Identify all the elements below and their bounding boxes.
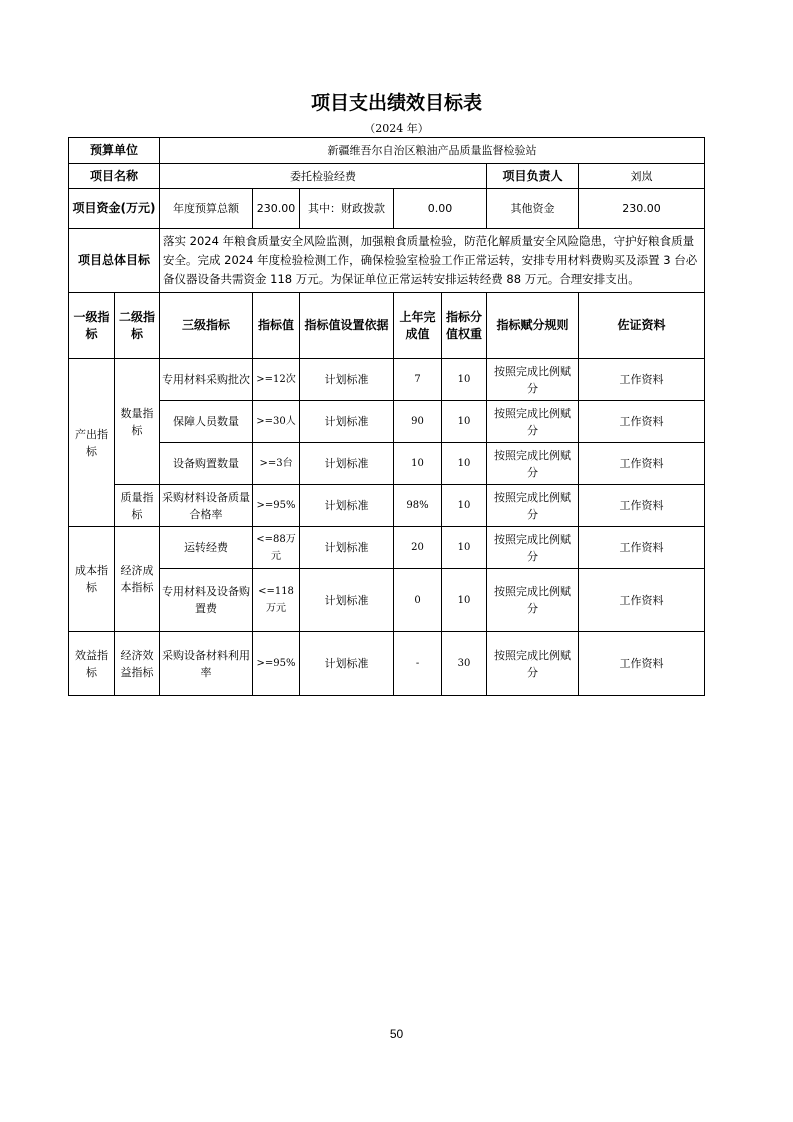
indicator-name: 设备购置数量 (160, 443, 253, 485)
indicator-weight: 10 (442, 359, 487, 401)
header-last-year: 上年完成值 (394, 293, 442, 359)
project-name-value: 委托检验经费 (160, 164, 487, 189)
indicator-evidence: 工作资料 (579, 569, 705, 632)
indicator-name: 运转经费 (160, 527, 253, 569)
subgroup-quality: 质量指标 (115, 485, 160, 527)
table-row (69, 485, 705, 527)
indicator-basis: 计划标准 (300, 401, 394, 443)
indicator-last-year: 90 (394, 401, 442, 443)
indicator-basis: 计划标准 (300, 569, 394, 632)
indicator-weight: 10 (442, 569, 487, 632)
indicator-weight: 10 (442, 401, 487, 443)
header-basis: 指标值设置依据 (300, 293, 394, 359)
header-indicator-value: 指标值 (253, 293, 300, 359)
indicator-weight: 30 (442, 632, 487, 696)
indicator-value: <=88万元 (253, 527, 300, 569)
indicator-name: 保障人员数量 (160, 401, 253, 443)
indicator-basis: 计划标准 (300, 359, 394, 401)
indicator-name: 专用材料及设备购置费 (160, 569, 253, 632)
budget-unit-row (69, 138, 705, 164)
project-name-row (69, 164, 705, 189)
year-subtitle: （2024 年） (364, 122, 429, 135)
overall-goal-text: 落实 2024 年粮食质量安全风险监测，加强粮食质量检验，防范化解质量安全风险隐患，守护好粮食质量安全。完成 2024 年度检验检测工作，确保检验室检验工作正常运转，安排专用材料费购买及添置 3 台必备仪器设备共需资金 118 万元。为保证单位正常运转安排运转经费 88 万元。合理安排支出。 (160, 229, 705, 293)
indicator-basis: 计划标准 (300, 485, 394, 527)
fiscal-label: 其中：财政拨款 (300, 189, 394, 229)
indicator-evidence: 工作资料 (579, 485, 705, 527)
indicator-weight: 10 (442, 527, 487, 569)
indicator-value: >=95% (253, 485, 300, 527)
indicator-basis: 计划标准 (300, 632, 394, 696)
indicator-evidence: 工作资料 (579, 443, 705, 485)
indicator-basis: 计划标准 (300, 443, 394, 485)
indicator-last-year: 7 (394, 359, 442, 401)
indicator-value: <=118万元 (253, 569, 300, 632)
other-funds-value: 230.00 (579, 189, 705, 229)
page-title: 项目支出绩效目标表 (310, 92, 482, 114)
indicator-name: 专用材料采购批次 (160, 359, 253, 401)
indicator-value: >=3台 (253, 443, 300, 485)
indicator-value: >=30人 (253, 401, 300, 443)
group-benefit: 效益指标 (69, 632, 115, 696)
subgroup-economic-benefit: 经济效益指标 (115, 632, 160, 696)
project-leader-value: 刘岚 (579, 164, 705, 189)
subgroup-economic-cost: 经济成本指标 (115, 527, 160, 632)
group-cost: 成本指标 (69, 527, 115, 632)
header-level3: 三级指标 (160, 293, 253, 359)
budget-unit-label: 预算单位 (69, 138, 160, 164)
table-row (69, 359, 705, 401)
indicator-name: 采购材料设备质量合格率 (160, 485, 253, 527)
indicator-rule: 按照完成比例赋分 (487, 485, 579, 527)
indicator-evidence: 工作资料 (579, 401, 705, 443)
indicator-last-year: 20 (394, 527, 442, 569)
project-funds-row (69, 189, 705, 229)
table-row (69, 569, 705, 632)
indicator-evidence: 工作资料 (579, 527, 705, 569)
indicator-value: >=12次 (253, 359, 300, 401)
indicator-last-year: 98% (394, 485, 442, 527)
header-evidence: 佐证资料 (579, 293, 705, 359)
indicator-name: 采购设备材料利用率 (160, 632, 253, 696)
fiscal-value: 0.00 (394, 189, 487, 229)
budget-unit-value: 新疆维吾尔自治区粮油产品质量监督检验站 (160, 138, 705, 164)
header-weight: 指标分值权重 (442, 293, 487, 359)
table-row (69, 443, 705, 485)
indicator-evidence: 工作资料 (579, 632, 705, 696)
table-row (69, 401, 705, 443)
indicator-weight: 10 (442, 485, 487, 527)
project-name-label: 项目名称 (69, 164, 160, 189)
indicator-rule: 按照完成比例赋分 (487, 527, 579, 569)
overall-goal-row (69, 229, 705, 293)
indicator-header-row (69, 293, 705, 359)
indicator-last-year: 0 (394, 569, 442, 632)
indicator-rule: 按照完成比例赋分 (487, 632, 579, 696)
subgroup-quantity: 数量指标 (115, 359, 160, 485)
indicator-rule: 按照完成比例赋分 (487, 443, 579, 485)
annual-total-value: 230.00 (253, 189, 300, 229)
table-row (69, 527, 705, 569)
indicator-rule: 按照完成比例赋分 (487, 359, 579, 401)
header-level2: 二级指标 (115, 293, 160, 359)
indicator-basis: 计划标准 (300, 527, 394, 569)
overall-goal-label: 项目总体目标 (69, 229, 160, 293)
project-funds-label: 项目资金(万元) (69, 189, 160, 229)
annual-total-label: 年度预算总额 (160, 189, 253, 229)
header-level1: 一级指标 (69, 293, 115, 359)
other-funds-label: 其他资金 (487, 189, 579, 229)
table-row (69, 632, 705, 696)
project-leader-label: 项目负责人 (487, 164, 579, 189)
indicator-weight: 10 (442, 443, 487, 485)
indicator-rule: 按照完成比例赋分 (487, 401, 579, 443)
indicator-evidence: 工作资料 (579, 359, 705, 401)
header-scoring-rule: 指标赋分规则 (487, 293, 579, 359)
performance-goal-table (68, 137, 705, 696)
indicator-value: >=95% (253, 632, 300, 696)
group-output: 产出指标 (69, 359, 115, 527)
page-number: 50 (389, 1027, 404, 1041)
indicator-last-year: 10 (394, 443, 442, 485)
indicator-last-year: - (394, 632, 442, 696)
indicator-rule: 按照完成比例赋分 (487, 569, 579, 632)
